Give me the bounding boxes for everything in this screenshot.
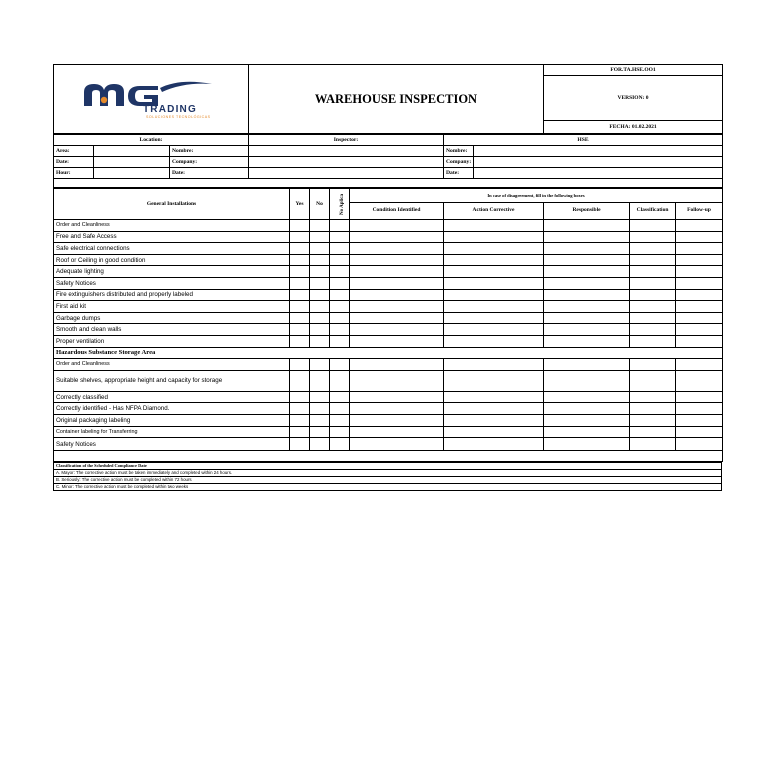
na-cell[interactable] bbox=[330, 243, 350, 255]
table-row bbox=[54, 289, 723, 301]
col-action-header: Action Corrective bbox=[444, 202, 544, 219]
na-cell[interactable] bbox=[330, 277, 350, 289]
na-cell[interactable] bbox=[330, 403, 350, 415]
col-na-label: No Aplica bbox=[339, 193, 345, 215]
followup-cell[interactable] bbox=[676, 335, 723, 347]
col-general-header: General Installations bbox=[54, 189, 290, 220]
table-row bbox=[54, 370, 723, 391]
footer-line-b: B. Seriously: The corrective action must be completed within 72 hours bbox=[54, 477, 722, 484]
condition-cell[interactable] bbox=[350, 312, 444, 324]
logo-cell bbox=[54, 65, 249, 134]
classification-cell[interactable] bbox=[630, 359, 676, 371]
classification-cell[interactable] bbox=[630, 438, 676, 451]
disagreement-note: In case of disagreement, fill in the following boxes bbox=[350, 189, 723, 203]
inspector-company-label: Company: bbox=[170, 157, 249, 168]
col-na-header bbox=[330, 189, 350, 220]
responsible-cell[interactable] bbox=[544, 289, 630, 301]
no-cell[interactable] bbox=[310, 266, 330, 278]
followup-cell[interactable] bbox=[676, 231, 723, 243]
followup-cell[interactable] bbox=[676, 266, 723, 278]
responsible-cell[interactable] bbox=[544, 426, 630, 438]
classification-cell[interactable] bbox=[630, 220, 676, 232]
logo-tagline: SOLUCIONES TECNOLÓGICAS bbox=[146, 115, 211, 119]
yes-cell[interactable] bbox=[290, 220, 310, 232]
item-label: Fire extinguishers distributed and properly labeled bbox=[54, 289, 290, 301]
item-label: Correctly classified bbox=[54, 391, 290, 403]
table-row bbox=[54, 312, 723, 324]
item-label: Smooth and clean walls bbox=[54, 324, 290, 336]
hse-header: HSE bbox=[444, 135, 723, 146]
footer-line-a: A. Mayor: The corrective action must be taken immediately and completed within 24 hours. bbox=[54, 470, 722, 477]
no-cell[interactable] bbox=[310, 312, 330, 324]
action-cell[interactable] bbox=[444, 277, 544, 289]
hse-date-field[interactable] bbox=[474, 168, 723, 179]
hour-label: Hour: bbox=[54, 168, 94, 179]
document-date: FECHA: 01.02.2021 bbox=[544, 120, 723, 133]
responsible-cell[interactable] bbox=[544, 220, 630, 232]
table-row bbox=[54, 231, 723, 243]
followup-cell[interactable] bbox=[676, 426, 723, 438]
inspector-name-label: Nombre: bbox=[170, 146, 249, 157]
action-cell[interactable] bbox=[444, 370, 544, 391]
condition-cell[interactable] bbox=[350, 220, 444, 232]
followup-cell[interactable] bbox=[676, 243, 723, 255]
document-code: FOR.TA.HSE.OO1 bbox=[544, 65, 723, 76]
yes-cell[interactable] bbox=[290, 254, 310, 266]
table-row bbox=[54, 301, 723, 313]
no-cell[interactable] bbox=[310, 403, 330, 415]
table-row bbox=[54, 243, 723, 255]
responsible-cell[interactable] bbox=[544, 438, 630, 451]
condition-cell[interactable] bbox=[350, 414, 444, 426]
table-row bbox=[54, 324, 723, 336]
inspection-table bbox=[53, 188, 723, 462]
yes-cell[interactable] bbox=[290, 301, 310, 313]
no-cell[interactable] bbox=[310, 335, 330, 347]
spacer-row bbox=[54, 179, 723, 188]
date-label: Date: bbox=[54, 157, 94, 168]
general-items bbox=[54, 220, 723, 348]
item-label: Safety Notices bbox=[54, 438, 290, 451]
footer-table bbox=[53, 462, 722, 491]
classification-cell[interactable] bbox=[630, 254, 676, 266]
na-cell[interactable] bbox=[330, 254, 350, 266]
item-label: Original packaging labeling bbox=[54, 414, 290, 426]
table-row bbox=[54, 266, 723, 278]
hazard-items bbox=[54, 359, 723, 451]
classification-cell[interactable] bbox=[630, 277, 676, 289]
followup-cell[interactable] bbox=[676, 359, 723, 371]
item-label: Garbage dumps bbox=[54, 312, 290, 324]
action-cell[interactable] bbox=[444, 243, 544, 255]
no-cell[interactable] bbox=[310, 438, 330, 451]
followup-cell[interactable] bbox=[676, 403, 723, 415]
col-yes-header: Yes bbox=[290, 189, 310, 220]
followup-cell[interactable] bbox=[676, 438, 723, 451]
followup-cell[interactable] bbox=[676, 324, 723, 336]
yes-cell[interactable] bbox=[290, 289, 310, 301]
na-cell[interactable] bbox=[330, 312, 350, 324]
col-no-header: No bbox=[310, 189, 330, 220]
info-table bbox=[53, 134, 723, 188]
na-cell[interactable] bbox=[330, 370, 350, 391]
no-cell[interactable] bbox=[310, 370, 330, 391]
item-label: Container labeling for Transferring bbox=[54, 426, 290, 438]
responsible-cell[interactable] bbox=[544, 277, 630, 289]
item-label: Order and Cleanliness bbox=[54, 359, 290, 371]
classification-cell[interactable] bbox=[630, 414, 676, 426]
yes-cell[interactable] bbox=[290, 403, 310, 415]
yes-cell[interactable] bbox=[290, 243, 310, 255]
condition-cell[interactable] bbox=[350, 403, 444, 415]
table-row bbox=[54, 391, 723, 403]
inspection-sheet bbox=[53, 64, 722, 491]
item-label: Safe electrical connections bbox=[54, 243, 290, 255]
na-cell[interactable] bbox=[330, 301, 350, 313]
classification-cell[interactable] bbox=[630, 243, 676, 255]
na-cell[interactable] bbox=[330, 426, 350, 438]
na-cell[interactable] bbox=[330, 438, 350, 451]
item-label: Suitable shelves, appropriate height and capacity for storage bbox=[54, 370, 290, 391]
responsible-cell[interactable] bbox=[544, 414, 630, 426]
document-title: WAREHOUSE INSPECTION bbox=[249, 65, 544, 134]
responsible-cell[interactable] bbox=[544, 266, 630, 278]
yes-cell[interactable] bbox=[290, 231, 310, 243]
location-header: Location: bbox=[54, 135, 249, 146]
date-field[interactable] bbox=[94, 157, 170, 168]
responsible-cell[interactable] bbox=[544, 403, 630, 415]
responsible-cell[interactable] bbox=[544, 324, 630, 336]
document-version: VERSION: 0 bbox=[544, 76, 723, 120]
no-cell[interactable] bbox=[310, 289, 330, 301]
col-condition-header: Condition Identified bbox=[350, 202, 444, 219]
condition-cell[interactable] bbox=[350, 301, 444, 313]
hazard-section-title: Hazardous Substance Storage Area bbox=[54, 347, 723, 359]
followup-cell[interactable] bbox=[676, 289, 723, 301]
hour-field[interactable] bbox=[94, 168, 170, 179]
action-cell[interactable] bbox=[444, 231, 544, 243]
classification-cell[interactable] bbox=[630, 312, 676, 324]
followup-cell[interactable] bbox=[676, 277, 723, 289]
classification-cell[interactable] bbox=[630, 324, 676, 336]
followup-cell[interactable] bbox=[676, 414, 723, 426]
followup-cell[interactable] bbox=[676, 391, 723, 403]
no-cell[interactable] bbox=[310, 414, 330, 426]
item-label: Roof or Ceiling in good condition bbox=[54, 254, 290, 266]
condition-cell[interactable] bbox=[350, 335, 444, 347]
footer-line-c: C. Minor: The corrective action must be completed within two weeks bbox=[54, 484, 722, 491]
action-cell[interactable] bbox=[444, 414, 544, 426]
yes-cell[interactable] bbox=[290, 438, 310, 451]
header-table bbox=[53, 64, 723, 134]
action-cell[interactable] bbox=[444, 438, 544, 451]
table-row bbox=[54, 277, 723, 289]
classification-cell[interactable] bbox=[630, 231, 676, 243]
footer-title: Classification of the Scheduled Compliance Date bbox=[54, 463, 722, 470]
action-cell[interactable] bbox=[444, 312, 544, 324]
inspector-date-label: Date: bbox=[170, 168, 249, 179]
item-label: Free and Safe Access bbox=[54, 231, 290, 243]
no-cell[interactable] bbox=[310, 426, 330, 438]
condition-cell[interactable] bbox=[350, 289, 444, 301]
col-responsible-header: Responsible bbox=[544, 202, 630, 219]
responsible-cell[interactable] bbox=[544, 254, 630, 266]
classification-cell[interactable] bbox=[630, 426, 676, 438]
yes-cell[interactable] bbox=[290, 359, 310, 371]
no-cell[interactable] bbox=[310, 359, 330, 371]
na-cell[interactable] bbox=[330, 231, 350, 243]
followup-cell[interactable] bbox=[676, 312, 723, 324]
classification-cell[interactable] bbox=[630, 403, 676, 415]
responsible-cell[interactable] bbox=[544, 370, 630, 391]
item-label: Proper ventilation bbox=[54, 335, 290, 347]
condition-cell[interactable] bbox=[350, 277, 444, 289]
action-cell[interactable] bbox=[444, 289, 544, 301]
action-cell[interactable] bbox=[444, 301, 544, 313]
na-cell[interactable] bbox=[330, 289, 350, 301]
inspector-date-field[interactable] bbox=[249, 168, 444, 179]
responsible-cell[interactable] bbox=[544, 335, 630, 347]
no-cell[interactable] bbox=[310, 277, 330, 289]
yes-cell[interactable] bbox=[290, 277, 310, 289]
table-row bbox=[54, 254, 723, 266]
action-cell[interactable] bbox=[444, 335, 544, 347]
yes-cell[interactable] bbox=[290, 426, 310, 438]
hse-company-field[interactable] bbox=[474, 157, 723, 168]
followup-cell[interactable] bbox=[676, 220, 723, 232]
yes-cell[interactable] bbox=[290, 391, 310, 403]
item-label: First aid kit bbox=[54, 301, 290, 313]
logo-wordmark: TRADING bbox=[143, 104, 197, 115]
na-cell[interactable] bbox=[330, 359, 350, 371]
spacer-row bbox=[54, 451, 723, 462]
inspector-name-field[interactable] bbox=[249, 146, 444, 157]
yes-cell[interactable] bbox=[290, 370, 310, 391]
table-row bbox=[54, 335, 723, 347]
item-label: Safety Notices bbox=[54, 277, 290, 289]
table-row bbox=[54, 438, 723, 451]
inspector-company-field[interactable] bbox=[249, 157, 444, 168]
no-cell[interactable] bbox=[310, 391, 330, 403]
responsible-cell[interactable] bbox=[544, 301, 630, 313]
classification-cell[interactable] bbox=[630, 335, 676, 347]
classification-cell[interactable] bbox=[630, 301, 676, 313]
no-cell[interactable] bbox=[310, 243, 330, 255]
table-row bbox=[54, 403, 723, 415]
area-field[interactable] bbox=[94, 146, 170, 157]
classification-cell[interactable] bbox=[630, 391, 676, 403]
condition-cell[interactable] bbox=[350, 370, 444, 391]
classification-cell[interactable] bbox=[630, 370, 676, 391]
area-label: Area: bbox=[54, 146, 94, 157]
inspector-header: Inspector: bbox=[249, 135, 444, 146]
action-cell[interactable] bbox=[444, 220, 544, 232]
responsible-cell[interactable] bbox=[544, 391, 630, 403]
responsible-cell[interactable] bbox=[544, 231, 630, 243]
responsible-cell[interactable] bbox=[544, 243, 630, 255]
item-label: Adequate lighting bbox=[54, 266, 290, 278]
classification-cell[interactable] bbox=[630, 266, 676, 278]
condition-cell[interactable] bbox=[350, 359, 444, 371]
condition-cell[interactable] bbox=[350, 231, 444, 243]
na-cell[interactable] bbox=[330, 266, 350, 278]
condition-cell[interactable] bbox=[350, 426, 444, 438]
action-cell[interactable] bbox=[444, 254, 544, 266]
no-cell[interactable] bbox=[310, 231, 330, 243]
hse-date-label: Date: bbox=[444, 168, 474, 179]
col-followup-header: Follow-up bbox=[676, 202, 723, 219]
condition-cell[interactable] bbox=[350, 266, 444, 278]
responsible-cell[interactable] bbox=[544, 312, 630, 324]
action-cell[interactable] bbox=[444, 403, 544, 415]
table-row bbox=[54, 359, 723, 371]
yes-cell[interactable] bbox=[290, 266, 310, 278]
no-cell[interactable] bbox=[310, 220, 330, 232]
no-cell[interactable] bbox=[310, 324, 330, 336]
hse-name-field[interactable] bbox=[474, 146, 723, 157]
no-cell[interactable] bbox=[310, 301, 330, 313]
table-row bbox=[54, 414, 723, 426]
na-cell[interactable] bbox=[330, 324, 350, 336]
condition-cell[interactable] bbox=[350, 243, 444, 255]
yes-cell[interactable] bbox=[290, 312, 310, 324]
hse-name-label: Nombre: bbox=[444, 146, 474, 157]
action-cell[interactable] bbox=[444, 324, 544, 336]
na-cell[interactable] bbox=[330, 220, 350, 232]
item-label: Order and Cleanliness bbox=[54, 220, 290, 232]
responsible-cell[interactable] bbox=[544, 359, 630, 371]
na-cell[interactable] bbox=[330, 335, 350, 347]
action-cell[interactable] bbox=[444, 266, 544, 278]
followup-cell[interactable] bbox=[676, 370, 723, 391]
condition-cell[interactable] bbox=[350, 254, 444, 266]
classification-cell[interactable] bbox=[630, 289, 676, 301]
followup-cell[interactable] bbox=[676, 301, 723, 313]
action-cell[interactable] bbox=[444, 359, 544, 371]
yes-cell[interactable] bbox=[290, 414, 310, 426]
yes-cell[interactable] bbox=[290, 335, 310, 347]
condition-cell[interactable] bbox=[350, 324, 444, 336]
col-classification-header: Classification bbox=[630, 202, 676, 219]
item-label: Correctly identified - Has NFPA Diamond. bbox=[54, 403, 290, 415]
action-cell[interactable] bbox=[444, 426, 544, 438]
yes-cell[interactable] bbox=[290, 324, 310, 336]
table-row bbox=[54, 426, 723, 438]
condition-cell[interactable] bbox=[350, 391, 444, 403]
condition-cell[interactable] bbox=[350, 438, 444, 451]
no-cell[interactable] bbox=[310, 254, 330, 266]
action-cell[interactable] bbox=[444, 391, 544, 403]
followup-cell[interactable] bbox=[676, 254, 723, 266]
hse-company-label: Company: bbox=[444, 157, 474, 168]
na-cell[interactable] bbox=[330, 391, 350, 403]
na-cell[interactable] bbox=[330, 414, 350, 426]
table-row bbox=[54, 220, 723, 232]
